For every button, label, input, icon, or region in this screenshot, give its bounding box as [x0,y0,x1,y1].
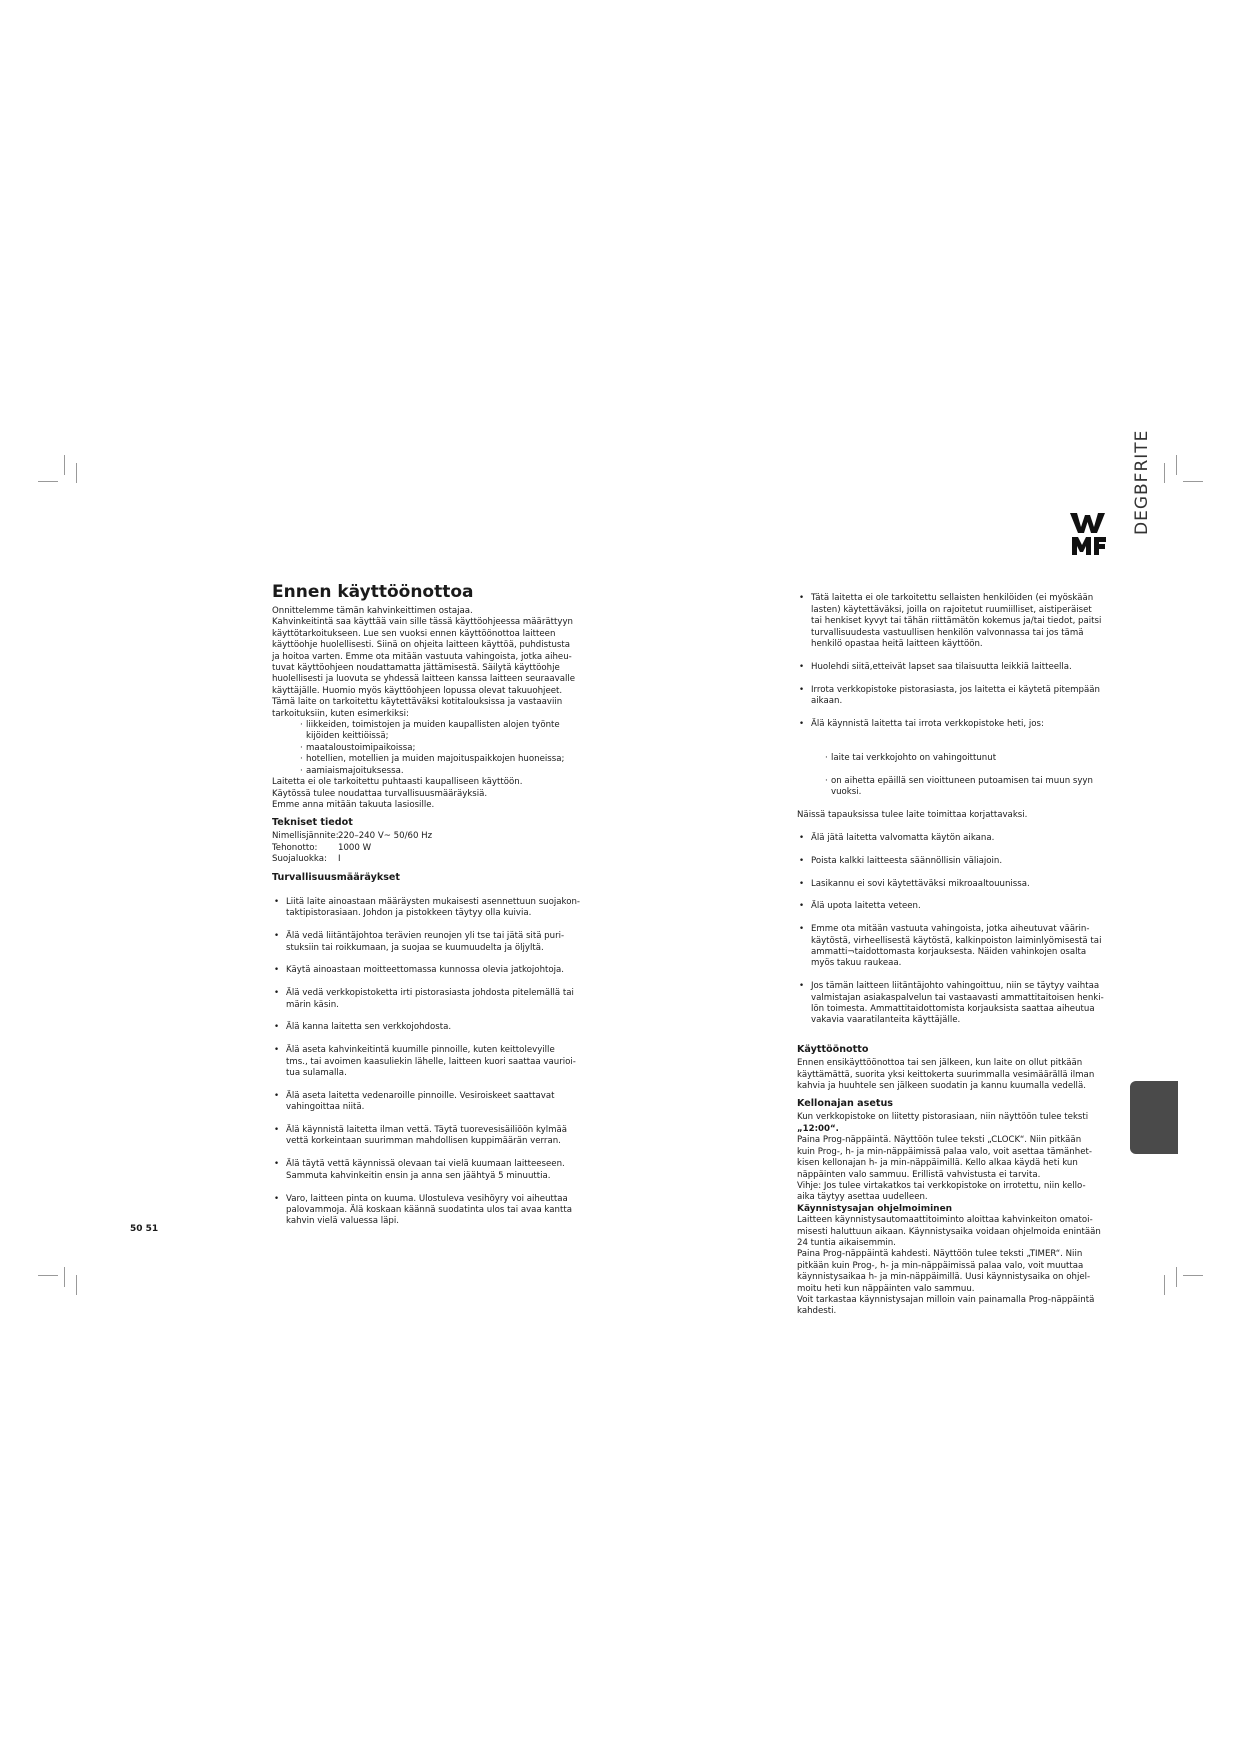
crop-mark [1176,455,1177,475]
intro-line: huolellisesti ja luovuta se yhdessä laitteen kanssa laitteen seuraavalle [272,674,576,685]
crop-mark [38,481,58,482]
crop-mark [64,455,65,475]
safety-list [272,886,590,1240]
list-item: • Älä aseta laitetta vedenaroille pinnoille. Vesiroiskeet saattavat vahingoittaa niitä. [272,1091,590,1114]
crop-mark [1183,481,1203,482]
crop-mark [76,1275,77,1295]
kayttoonotto-text: Ennen ensikäyttöönottoa tai sen jälkeen, kun laite on ollut pitkään käyttämättä, suorita yksi keittokerta suurimmalla vesimäärällä ilman kahvia ja huuhtele sen jälkeen suodatin ja kannu kuumalla vedellä. [797,1058,1095,1092]
spec-label: Tehonotto: [272,842,318,853]
spec-value: 220–240 V~ 50/60 Hz [338,831,433,842]
tech-heading: Tekniset tiedot [272,817,353,829]
tech-specs [272,831,590,865]
spec-value: 1000 W [338,842,372,853]
body-line: Käytössä tulee noudattaa turvallisuusmääräyksiä. [272,788,488,799]
page-numbers: 50 51 [130,1224,159,1234]
list-item: · on aihetta epäillä sen vioittuneen putoamisen tai muun syyn vuoksi. [825,776,1115,799]
list-item: • Liitä laite ainoastaan määräysten mukaisesti asennettuun suojakon- taktipistorasiaan. Johdon ja pistokkeen täytyy olla kuivia. [272,897,590,920]
list-item: • Jos tämän laitteen liitäntäjohto vahingoittuu, niin se täytyy vaihtaa valmistajan asiakaspalvelun tai vastaavasti ammattitaitoisen henki- lön toimesta. Ammattitaidottomista korjauksista saattaa aiheutua vakavia vaaratilanteita käyttäjälle. [797,981,1115,1027]
spec-value: I [338,854,341,865]
body-line: Emme anna mitään takuuta lasiosille. [272,799,435,810]
timer-text: Laitteen käynnistysautomaattitoiminto aloittaa kahvinkeiton omatoi- misesti haluttuun aikaan. Käynnistysaika voidaan ohjelmoida enintään 24 tuntia aikaisemmin. Paina Prog-näppäintä kahdesti. Näyttöön tulee teksti „TIMER“. Niin pitkään kuin Prog-, h- ja min-näppäimissä palaa valo, voit muuttaa käynnistysaikaa h- ja min-näppäimillä. Uusi käynnistysaika on ohjel- moitu heti kun näppäinten valo sammuu. Voit tarkastaa käynnistysajan milloin vain painamalla Prog-näppäintä kahdesti. [797,1215,1101,1317]
list-item: · hotellien, motellien ja muiden majoituspaikkojen huoneissa; [300,754,590,765]
list-item: • Älä käynnistä laitetta tai irrota verkkopistoke heti, jos: [797,719,1115,730]
list-item: • Älä kanna laitetta sen verkkojohdosta. [272,1022,590,1033]
list-item: • Käytä ainoastaan moitteettomassa kunnossa olevia jatkojohtoja. [272,965,590,976]
intro-line: tarkoituksiin, kuten esimerkiksi: [272,708,409,719]
list-item: · liikkeiden, toimistojen ja muiden kaupallisten alojen työnte kijöiden keittiöissä; [300,720,590,743]
usage-examples-list [272,720,590,777]
body-line: Laitetta ei ole tarkoitettu puhtaasti kaupalliseen käyttöön. [272,777,523,788]
list-item: • Poista kalkki laitteesta säännöllisin väliajoin. [797,856,1115,867]
intro-line: Tämä laite on tarkoitettu käytettäväksi kotitalouksissa ja vastaaviin [272,697,563,708]
conditions-list [797,742,1115,810]
kayttoonotto-heading: Käyttöönotto [797,1044,869,1056]
spec-label: Nimellisjännite: [272,831,339,842]
list-item: • Älä vedä liitäntäjohtoa terävien reunojen yli tse tai jätä sitä puri- stuksiin tai roikkumaan, ja suojaa se kuumuudelta ja öljyltä. [272,931,590,954]
tip-text: Vihje: Jos tulee virtakatkos tai verkkopistoke on irrotettu, niin kello- aika täytyy asettaa uudelleen. [797,1180,1086,1203]
safety-heading: Turvallisuusmääräykset [272,871,401,883]
list-item: • Älä jätä laitetta valvomatta käytön aikana. [797,833,1115,844]
intro-text [272,606,590,720]
page-title: Ennen käyttöönottoa [272,582,474,602]
intro-line: käyttäjälle. Huomio myös käyttöohjeen lopussa olevat takuuohjeet. [272,685,563,696]
crop-mark [1183,1275,1203,1276]
crop-mark [76,463,77,483]
crop-mark [1164,463,1165,483]
repair-note: Näissä tapauksissa tulee laite toimittaa korjattavaksi. [797,810,1028,821]
safety-list-continued [797,582,1115,742]
clock-instructions: Paina Prog-näppäintä. Näyttöön tulee teksti „CLOCK“. Niin pitkään kuin Prog-, h- ja min-näppäimissä palaa valo, voit asettaa tämänhet- kisen kellonajan h- ja min-näppäimillä. Kello alkaa käydä heti kun näppäinten valo sammuu. Erillistä vahvistusta ei tarvita. [797,1135,1092,1180]
list-item: • Tätä laitetta ei ole tarkoitettu sellaisten henkilöiden (ei myöskään lasten) käytettäväksi, joilla on rajoitetut ruumiilliset, aistiperäiset tai henkiset kyvyt tai tähän riittämätön kokemus ja/tai tiedot, paitsi turvallisuudesta vastuullisen henkilön valvonnassa tai jos tämä henkilö opastaa heitä laitteen käyttöön. [797,593,1115,650]
wmf-logo [1068,509,1110,557]
timer-heading: Käynnistysajan ohjelmoiminen [797,1203,953,1214]
crop-mark [1164,1275,1165,1295]
list-item: • Älä vedä verkkopistoketta irti pistorasiasta johdosta pitelemällä tai märin käsin. [272,988,590,1011]
intro-line: käyttötarkoitukseen. Lue sen vuoksi ennen käyttöönottoa laitteen [272,628,556,639]
left-column [272,582,590,1239]
clock-text: Kun verkkopistoke on liitetty pistorasiaan, niin näyttöön tulee teksti [797,1112,1089,1123]
list-item: · laite tai verkkojohto on vahingoittunut [825,753,1115,764]
list-item: • Älä aseta kahvinkeitintä kuumille pinnoille, kuten keittolevyille tms., tai avoimen kaasuliekin lähelle, laitteen kuori saattaa vaurioi- tua sulamalla. [272,1045,590,1079]
list-item: · aamiaismajoituksessa. [300,766,590,777]
crop-mark [38,1275,58,1276]
right-column [797,582,1115,1318]
intro-line: ja hoitoa varten. Emme ota mitään vastuuta vahingoista, jotka aiheu- [272,651,572,662]
list-item: • Irrota verkkopistoke pistorasiasta, jos laitetta ei käytetä pitempään aikaan. [797,685,1115,708]
list-item: • Varo, laitteen pinta on kuuma. Ulostuleva vesihöyry voi aiheuttaa palovammoja. Älä koskaan käännä suodatinta ulos tai avaa kantta kahvin vielä valuessa läpi. [272,1194,590,1228]
list-item: • Älä täytä vettä käynnissä olevaan tai vielä kuumaan laitteeseen. Sammuta kahvinkeitin ensin ja anna sen jäähtyä 5 minuuttia. [272,1159,590,1182]
intro-line: käyttöohje huolellisesti. Siinä on ohjeita laitteen käyttöä, puhdistusta [272,640,571,651]
safety-list-more [797,822,1115,1039]
list-item: • Huolehdi siitä,etteivät lapset saa tilaisuutta leikkiä laitteella. [797,662,1115,673]
side-tab [1130,1081,1178,1154]
list-item: • Älä upota laitetta veteen. [797,901,1115,912]
intro-line: Kahvinkeitintä saa käyttää vain sille tässä käyttöohjeessa määrättyyn [272,617,573,628]
clock-display-value: „12:00“. [797,1123,839,1134]
language-codes-title: DEGBFRITE [1132,429,1152,535]
list-item: · maataloustoimipaikoissa; [300,743,590,754]
spec-label: Suojaluokka: [272,854,327,865]
list-item: • Lasikannu ei sovi käytettäväksi mikroaaltouunissa. [797,879,1115,890]
list-item: • Emme ota mitään vastuuta vahingoista, jotka aiheutuvat väärin- käytöstä, virheellisestä käytöstä, kalkinpoiston laiminlyömisestä tai ammatti¬taidottomasta korjauksesta. Näiden vahinkojen osalta myös takuu raukeaa. [797,924,1115,970]
crop-mark [1176,1267,1177,1287]
intro-line: Onnittelemme tämän kahvinkeittimen ostajaa. [272,606,473,616]
list-item: • Älä käynnistä laitetta ilman vettä. Täytä tuorevesisäiliöön kylmää vettä korkeintaan suurimman mahdollisen kuppimäärän verran. [272,1125,590,1148]
intro-line: tuvat käyttöohjeen noudattamatta jättämisestä. Säilytä käyttöohje [272,663,560,674]
clock-heading: Kellonajan asetus [797,1098,893,1110]
crop-mark [64,1267,65,1287]
